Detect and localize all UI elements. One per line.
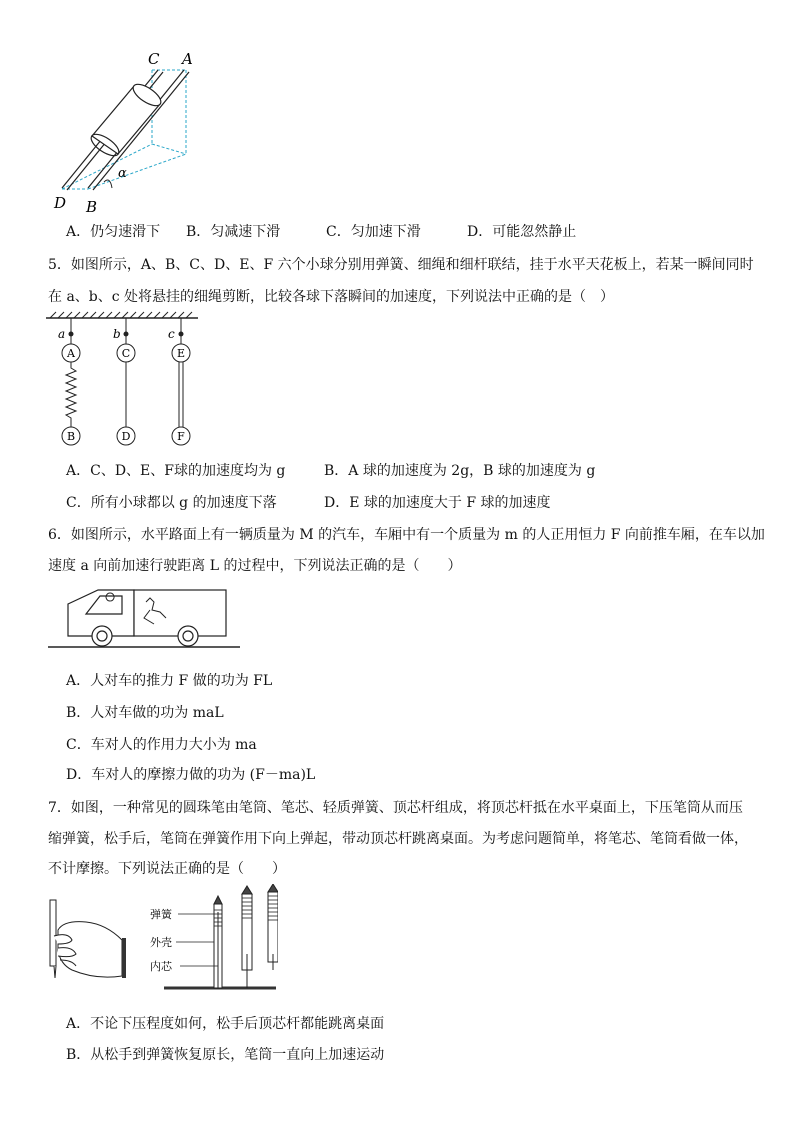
q7-stem-line2: 缩弹簧，松手后，笔筒在弹簧作用下向上弹起，带动顶芯杆跳离桌面。为考虑问题简单，将笔芯、笔筒看做一体， xyxy=(48,831,748,847)
cut-point-b: b xyxy=(113,327,121,341)
label-C: C xyxy=(148,50,160,68)
pen-figure xyxy=(46,884,278,996)
q5-option-a: A．C、D、E、F球的加速度均为 g xyxy=(66,463,286,479)
q5-option-c: C．所有小球都以 g 的加速度下落 xyxy=(66,495,277,511)
incline-figure xyxy=(48,46,198,216)
q5-option-d: D．E 球的加速度大于 F 球的加速度 xyxy=(324,495,551,511)
q7-option-a: A．不论下压程度如何，松手后顶芯杆都能跳离桌面 xyxy=(66,1016,385,1032)
label-A: A xyxy=(182,50,193,68)
ball-F: F xyxy=(177,430,185,443)
label-B: B xyxy=(86,198,98,216)
label-core: 内芯 xyxy=(150,960,172,973)
label-shell: 外壳 xyxy=(150,936,172,949)
q4-option-d: D．可能忽然静止 xyxy=(467,224,577,240)
ball-C: C xyxy=(121,347,131,360)
label-spring: 弹簧 xyxy=(150,908,172,921)
q7-stem-line3: 不计摩擦。下列说法正确的是（ ） xyxy=(48,861,286,877)
ceiling-balls-figure xyxy=(46,310,206,450)
cut-point-a: a xyxy=(58,327,66,341)
cut-point-c: c xyxy=(168,327,175,341)
q6-stem-line2: 速度 a 向前加速行驶距离 L 的过程中，下列说法正确的是（ ） xyxy=(48,558,462,574)
ball-D: D xyxy=(121,430,131,443)
q6-option-c: C．车对人的作用力大小为 ma xyxy=(66,737,257,753)
q6-option-b: B．人对车做的功为 maL xyxy=(66,705,224,721)
q5-stem-line2: 在 a、b、c 处将悬挂的细绳剪断，比较各球下落瞬间的加速度，下列说法中正确的是（ ） xyxy=(48,289,615,305)
q5-option-b: B．A 球的加速度为 2g，B 球的加速度为 g xyxy=(324,463,596,479)
q4-option-a: A．仍匀速滑下 xyxy=(66,224,161,240)
q4-option-b: B．匀减速下滑 xyxy=(186,224,281,240)
label-alpha: α xyxy=(118,166,127,181)
q6-stem-line1: 6．如图所示，水平路面上有一辆质量为 M 的汽车，车厢中有一个质量为 m 的人正用恒力 F 向前推车厢，在车以加 xyxy=(48,527,765,543)
q7-option-b: B．从松手到弹簧恢复原长，笔筒一直向上加速运动 xyxy=(66,1047,385,1063)
label-D: D xyxy=(54,194,67,212)
ball-A: A xyxy=(67,347,75,360)
truck-figure xyxy=(46,584,242,654)
ball-E: E xyxy=(176,347,186,360)
q5-stem-line1: 5．如图所示，A、B、C、D、E、F 六个小球分别用弹簧、细绳和细杆联结，挂于水平天花板上，若某一瞬间同时 xyxy=(48,257,754,273)
ball-B: B xyxy=(66,430,76,443)
q7-stem-line1: 7．如图，一种常见的圆珠笔由笔筒、笔芯、轻质弹簧、顶芯杆组成，将顶芯杆抵在水平桌面上，下压笔筒从而压 xyxy=(48,800,743,816)
q6-option-a: A．人对车的推力 F 做的功为 FL xyxy=(66,673,273,689)
q4-option-c: C．匀加速下滑 xyxy=(326,224,421,240)
q6-option-d: D．车对人的摩擦力做的功为 (F－ma)L xyxy=(66,767,316,783)
